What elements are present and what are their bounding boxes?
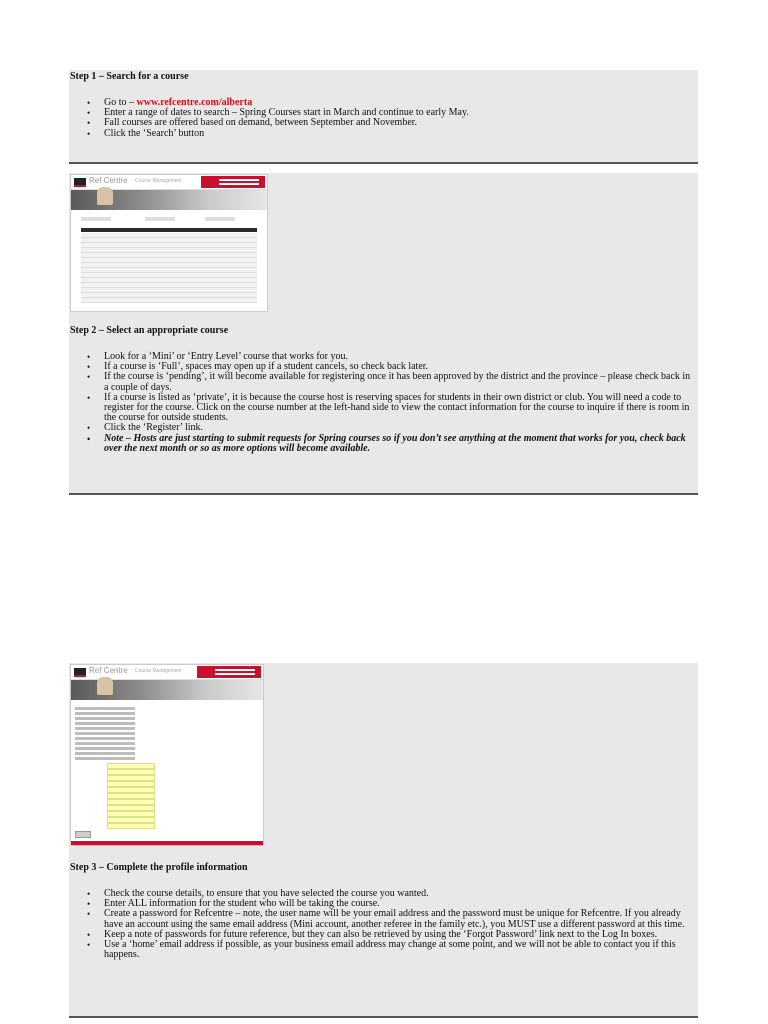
hand-image [97,187,113,205]
refcentre-link[interactable]: www.refcentre.com/alberta [136,97,253,108]
list-item: • Look for a ‘Mini’ or ‘Entry Level’ course that works for you. [69,352,698,362]
search-results-screenshot [70,174,268,312]
hand-image [97,677,113,695]
table-header [81,228,257,232]
step2-heading: Step 2 – Select an appropriate course [70,325,229,336]
list-item: • Click the ‘Search’ button [69,129,698,139]
step1-section [69,70,698,162]
note-item: • Note – Hosts are just starting to submit requests for Spring courses so if you don’t see anything at the moment that works for you, check back over the next month or so as more options will become available. [69,434,698,454]
list-item: • Fall courses are offered based on demand, between September and November. [69,118,698,128]
list-item: • Check the course details, to ensure that you have selected the course you wanted. [69,889,698,899]
login-box [197,666,261,678]
list-item: • Go to – www.refcentre.com/alberta [69,98,698,108]
list-item: • If a course is listed as ‘private’, it is because the course host is reserving spaces for students in their own district or club. You will need a code to register for the course. Click on the course number at the left-hand side to view the contact information for the course to inquire if there is room in the course for outside students. [69,393,698,424]
list-item: • If the course is ‘pending’, it will become available for registering once it has been approved by the district and the province – please check back in a couple of days. [69,372,698,392]
step3-heading: Step 3 – Complete the profile information [70,862,248,873]
footer-bar [71,841,263,845]
list-item: • Click the ‘Register’ link. [69,423,698,433]
divider [69,162,698,164]
refcentre-logo-icon [74,178,86,185]
login-box [201,176,265,188]
step1-heading: Step 1 – Search for a course [70,71,189,82]
section-name: Course Management [135,178,182,184]
brand-name: Ref Centre [89,666,128,675]
list-item: • Enter a range of dates to search – Spring Courses start in March and continue to early May. [69,108,698,118]
list-item: • Keep a note of passwords for future reference, but they can also be retrieved by using the ‘Forgot Password’ link next to the Log In boxes. [69,930,698,940]
list-item: • Create a password for Refcentre – note, the user name will be your email address and the password must be unique for Refcentre. If you already have an account using the same email address (Mini account, another referee in the family etc.), you MUST use a different password at this time. [69,909,698,929]
table-row [81,298,257,303]
section-name: Course Management [135,668,182,674]
profile-form-screenshot [70,664,264,846]
brand-name: Ref Centre [89,176,128,185]
step1-list [69,98,698,139]
step2-section [69,173,698,493]
list-item: • If a course is ‘Full’, spaces may open up if a student cancels, so check back later. [69,362,698,372]
divider [69,493,698,495]
step3-list [69,889,698,960]
refcentre-logo-icon [74,668,86,675]
step3-section [69,663,698,1016]
divider [69,1016,698,1018]
list-item: • Use a ‘home’ email address if possible, as your business email address may change at some point, and we will not be able to contact you if this happens. [69,940,698,960]
step2-list [69,352,698,454]
list-item: • Enter ALL information for the student who will be taking the course. [69,899,698,909]
form-input[interactable] [107,823,155,829]
submit-button[interactable] [75,831,91,838]
